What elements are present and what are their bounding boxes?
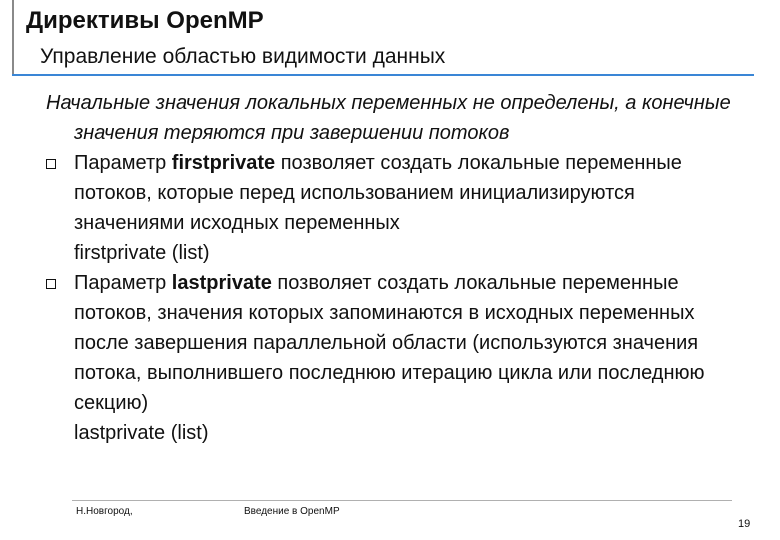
bullet-prefix: Параметр (74, 152, 172, 174)
bullet-prefix: Параметр (74, 272, 172, 294)
page-number: 19 (738, 518, 751, 530)
slide-body (46, 88, 746, 448)
bullet-keyword: lastprivate (171, 272, 272, 294)
footer-course-title: Введение в OpenMP (244, 506, 340, 517)
bullet-text: позволяет создать локальные переменные потоков, которые перед использованием инициализируются значениями исходных переменных (74, 152, 682, 234)
footer-divider (72, 500, 732, 501)
bullet-syntax: firstprivate (list) (74, 242, 210, 264)
header-vertical-rule (12, 0, 14, 76)
slide-subtitle: Управление областью видимости данных (40, 45, 446, 68)
footer-location: Н.Новгород, (76, 506, 133, 517)
bullet-text: позволяет создать локальные переменные потоков, значения которых запоминаются в исходных переменных после завершения параллельной области (используются значения потока, выполнившего последнюю итерацию цикла или последнюю секцию) (74, 272, 705, 414)
bullet-item-firstprivate (46, 148, 746, 268)
checkbox-bullet-icon (46, 279, 56, 289)
slide-title: Директивы OpenMP (26, 7, 264, 34)
intro-paragraph: Начальные значения локальных переменных не определены, а конечные значения теряются при завершении потоков (46, 92, 731, 144)
slide-header (0, 0, 780, 78)
bullet-keyword: firstprivate (171, 152, 276, 174)
header-divider (12, 74, 754, 76)
bullet-syntax: lastprivate (list) (74, 422, 209, 444)
checkbox-bullet-icon (46, 159, 56, 169)
bullet-item-lastprivate (46, 268, 746, 448)
